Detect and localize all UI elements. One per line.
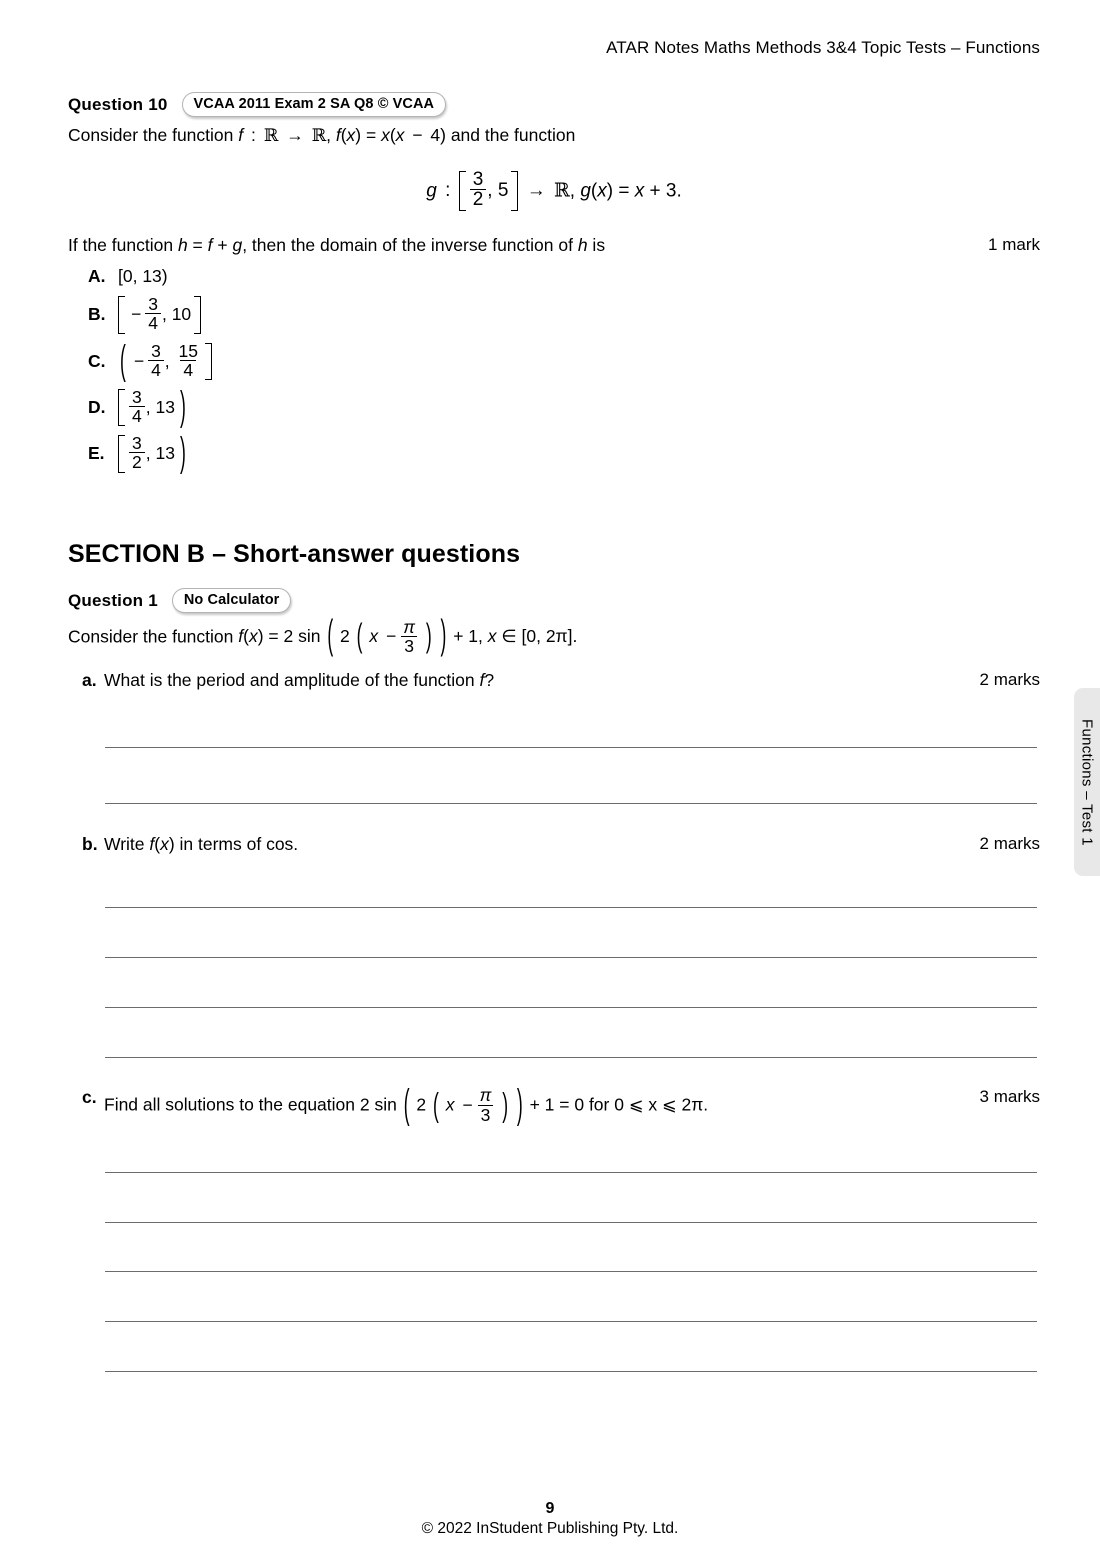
right-square-bracket-icon [194, 296, 201, 333]
option-b[interactable] [88, 296, 1040, 333]
right-parenthesis-icon: ) [179, 428, 186, 476]
option-d-upper: 13 [155, 397, 175, 418]
left-square-bracket-icon [118, 435, 125, 472]
right-parenthesis-icon: ) [516, 1079, 523, 1127]
section-b-block [68, 540, 1040, 1372]
option-b-value: − $\frac{3}{4}$ , 10 [118, 296, 201, 333]
part-b-text: Write f(x) in terms of cos. [104, 834, 299, 855]
option-d-letter: D. [88, 397, 106, 418]
g-colon: : [445, 179, 451, 201]
left-parenthesis-icon: ( [120, 335, 126, 383]
option-d-fraction: $\frac{3}{4}$ [129, 388, 145, 425]
option-e-fraction: $\frac{3}{2}$ [129, 434, 145, 471]
option-a[interactable] [88, 266, 1040, 287]
part-c-letter: c. [82, 1087, 97, 1108]
part-c-text-suffix: + 1 = 0 for 0 ⩽ x ⩽ 2π. [529, 1094, 709, 1115]
option-c-letter: C. [88, 350, 106, 371]
left-square-bracket-icon [459, 171, 466, 212]
question-10-heading [68, 92, 1040, 117]
g-domain-interval: $\frac{3}{2}$ , 5 [459, 171, 519, 212]
part-a-text: What is the period and amplitude of the function f? [104, 670, 495, 691]
page-footer [0, 1500, 1100, 1538]
question-10-prompt: If the function h = f + g, then the domain of the inverse function of h is [68, 235, 606, 256]
option-c[interactable] [88, 335, 1040, 383]
answer-line[interactable] [105, 1007, 1037, 1008]
answer-line[interactable] [105, 1222, 1037, 1223]
part-b-letter: b. [82, 834, 98, 855]
g-domain-upper: 5 [497, 179, 509, 201]
option-e[interactable] [88, 428, 1040, 476]
stem-domain: x ∈ [0, 2π]. [487, 626, 578, 647]
pi-over-three-fraction: $\frac{\pi}{3}$ [479, 1085, 492, 1125]
page-number: 9 [545, 1500, 555, 1517]
answer-line[interactable] [105, 1321, 1037, 1322]
stem-f-definition: f : ℝ → ℝ, f(x) = x(x − 4) [238, 125, 451, 146]
answer-line[interactable] [105, 1172, 1037, 1173]
option-b-fraction: $\frac{3}{4}$ [145, 295, 161, 332]
option-b-upper: 10 [171, 304, 192, 325]
answer-line[interactable] [105, 1271, 1037, 1272]
right-square-bracket-icon [511, 171, 518, 212]
right-parenthesis-icon: ) [440, 610, 447, 658]
question-1-stem [68, 610, 1040, 658]
part-a-letter: a. [82, 670, 97, 691]
part-c-text: Find all solutions to the equation 2 sin ( 2 ( x − $\frac{\pi}{3}$ ) ) + 1 = 0 for 0 ⩽ x ⩽ 2π. [104, 1087, 960, 1124]
question-10-marks: 1 mark [988, 235, 1040, 255]
question-1-stem-prefix: Consider the function [68, 626, 234, 647]
answer-line[interactable] [105, 1057, 1037, 1058]
stem-text-prefix: Consider the function [68, 125, 234, 145]
left-parenthesis-inner-icon: ( [433, 1085, 439, 1124]
option-c-fraction-2: $\frac{15}{4}$ [178, 340, 198, 380]
g-symbol: g [426, 179, 437, 201]
side-tab-functions-test-1 [1074, 688, 1100, 876]
answer-line[interactable] [105, 957, 1037, 958]
option-d[interactable] [88, 381, 1040, 429]
g-rule: g(x) = x + 3. [580, 179, 682, 201]
left-parenthesis-icon: ( [327, 610, 334, 658]
question-1-part-a [68, 670, 1040, 691]
left-parenthesis-inner-icon: ( [356, 616, 363, 655]
g-function-display-equation: g : $\frac{3}{2}$ , 5 → ℝ, g(x) = x + 3. [426, 168, 682, 211]
question-10-stem [68, 124, 1040, 149]
option-c-value: ( − $\frac{3}{4}$ , $\frac{15}{4}$ [118, 343, 212, 380]
g-codomain: ℝ [553, 178, 570, 201]
question-10-prompt-row [68, 235, 1040, 256]
option-e-value: $\frac{3}{2}$ , 13 ) [118, 435, 188, 472]
left-square-bracket-icon [118, 389, 125, 426]
question-1-part-c [68, 1079, 1040, 1127]
vcaa-source-badge: VCAA 2011 Exam 2 SA Q8 © VCAA [182, 92, 447, 117]
g-domain-fraction: $\frac{3}{2}$ [470, 170, 487, 211]
pi-over-three-fraction: $\frac{\pi}{3}$ [403, 617, 415, 657]
answer-line[interactable] [105, 803, 1037, 804]
question-1-heading [68, 588, 1040, 613]
left-parenthesis-icon: ( [403, 1079, 410, 1127]
right-parenthesis-icon: ) [179, 381, 186, 429]
question-10-options [68, 266, 1040, 476]
part-b-marks: 2 marks [979, 834, 1040, 854]
inner-coefficient: 2 [416, 1094, 427, 1115]
left-square-bracket-icon [118, 296, 125, 333]
question-1-function-expression: f(x) = 2 sin ( 2 ( x − $\frac{\pi}{3}$ ) ) + 1, x ∈ [0, 2π]. [238, 626, 577, 646]
running-header: ATAR Notes Maths Methods 3&4 Topic Tests – Functions [606, 38, 1040, 57]
part-a-answer-lines[interactable] [68, 747, 1040, 804]
part-c-answer-lines[interactable] [68, 1172, 1040, 1372]
part-b-answer-lines[interactable] [68, 907, 1040, 1058]
option-b-letter: B. [88, 304, 106, 325]
option-a-letter: A. [88, 266, 106, 287]
stem-text-suffix: and the function [450, 125, 576, 145]
part-c-text-prefix: Find all solutions to the equation 2 sin [104, 1094, 397, 1115]
side-tab-label: Functions – Test 1 [1078, 718, 1096, 846]
stem-suffix: + 1, [453, 626, 483, 647]
right-parenthesis-inner-icon: ) [425, 616, 432, 655]
copyright-notice: © 2022 InStudent Publishing Pty. Ltd. [421, 1520, 679, 1537]
part-a-marks: 2 marks [979, 670, 1040, 690]
inner-coefficient: 2 [340, 626, 350, 647]
option-e-upper: 13 [155, 443, 175, 464]
option-c-fraction-1: $\frac{3}{4}$ [148, 342, 164, 379]
option-a-value: [0, 13) [118, 266, 168, 287]
answer-line[interactable] [105, 747, 1037, 748]
question-1-label: Question 1 [68, 590, 158, 610]
part-c-marks: 3 marks [979, 1087, 1040, 1107]
section-b-heading: SECTION B – Short-answer questions [68, 540, 521, 568]
answer-line[interactable] [105, 1371, 1037, 1372]
question-10-block [68, 92, 1040, 476]
question-10-label: Question 10 [68, 94, 168, 114]
right-square-bracket-icon [205, 343, 212, 380]
right-parenthesis-inner-icon: ) [502, 1085, 509, 1124]
question-1-part-b [68, 834, 1040, 855]
answer-line[interactable] [105, 907, 1037, 908]
option-e-letter: E. [88, 443, 105, 464]
option-d-value: $\frac{3}{4}$ , 13 ) [118, 389, 188, 426]
maps-to-arrow-icon: → [526, 179, 546, 201]
no-calculator-badge: No Calculator [172, 588, 292, 613]
